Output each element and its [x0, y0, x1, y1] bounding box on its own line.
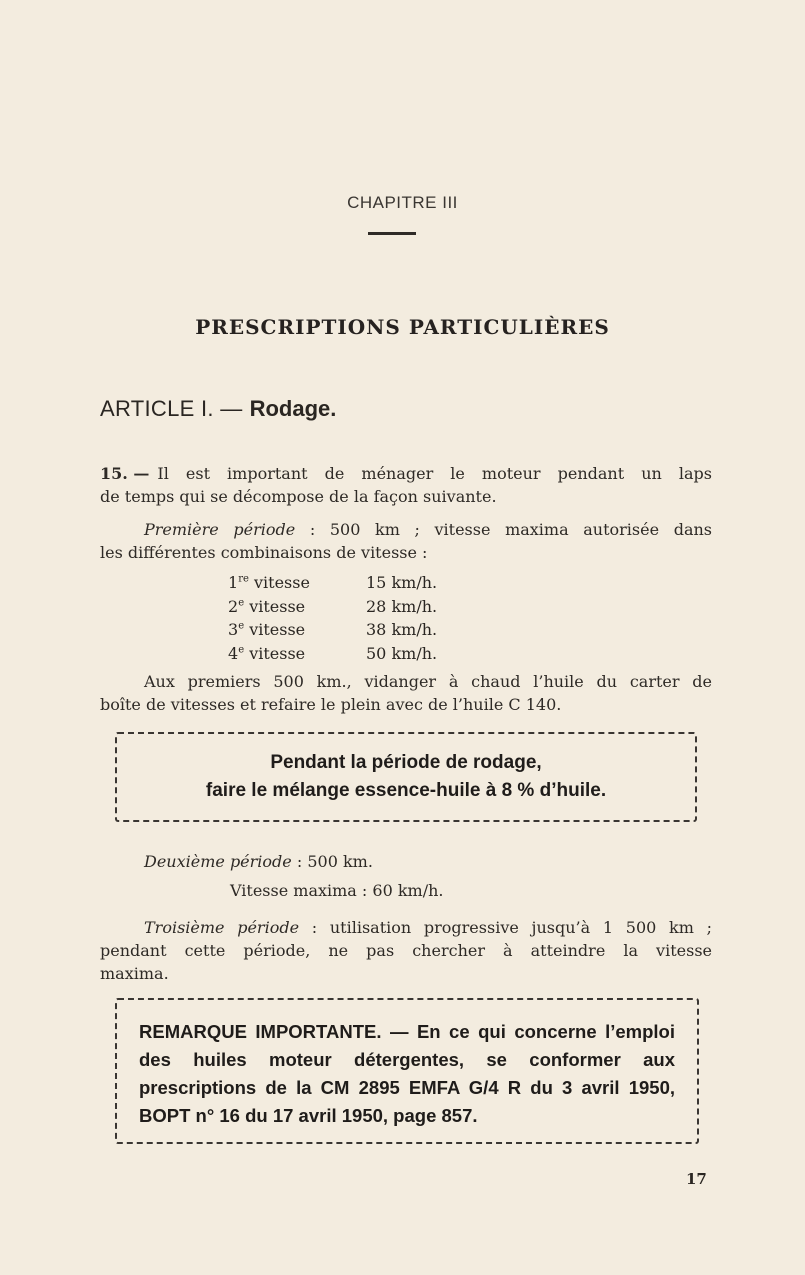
important-remark-box: [115, 998, 699, 1144]
speed-value: 15 km/h.: [366, 573, 438, 592]
period-1-line1: : 500 km ; vitesse maxima autorisée dans: [295, 520, 712, 539]
important-remark-text: REMARQUE IMPORTANTE. — En ce qui concerne l’emploi des huiles moteur détergentes, se conformer aux prescriptions de la CM 2895 EMFA G/4 R du 3 avril 1950, BOPT n° 16 du 17 avril 1950, page 857.: [139, 1021, 675, 1126]
page-title: PRESCRIPTIONS PARTICULIÈRES: [195, 315, 610, 339]
speed-table: [228, 571, 437, 665]
article-heading: [100, 396, 336, 422]
speed-row: 1re vitesse 15 km/h.: [228, 571, 437, 595]
period-1-line2: les différentes combinaisons de vitesse :: [100, 543, 428, 562]
period-3-line2: pendant cette période, ne pas chercher à atteindre la vitesse: [100, 941, 712, 960]
period-3-line1: : utilisation progressive jusqu’à 1 500 km ;: [299, 918, 712, 937]
period-2-speed: Vitesse maxima : 60 km/h.: [230, 881, 444, 900]
premiers-line1: Aux premiers 500 km., vidanger à chaud l’huile du carter de: [144, 672, 712, 691]
paragraph-number: 15. —: [100, 464, 150, 483]
chapter-divider: [368, 232, 416, 235]
speed-value: 50 km/h.: [366, 643, 438, 663]
premiers-paragraph: [100, 670, 712, 716]
premiers-line2: boîte de vitesses et refaire le plein avec de l’huile C 140.: [100, 695, 562, 714]
period-3-line3: maxima.: [100, 964, 169, 983]
speed-row: 4e vitesse 50 km/h.: [228, 642, 437, 666]
article-name: Rodage.: [249, 396, 337, 421]
period-1: [100, 518, 712, 564]
paragraph-15-line1: Il est important de ménager le moteur pendant un laps: [157, 464, 712, 483]
rodage-notice-box: [115, 732, 697, 822]
speed-value: 38 km/h.: [366, 620, 438, 639]
speed-value: 28 km/h.: [366, 596, 438, 616]
rodage-notice-line2: faire le mélange essence-huile à 8 % d’huile.: [205, 780, 607, 801]
rodage-notice-line1: Pendant la période de rodage,: [270, 752, 542, 773]
article-prefix: ARTICLE I. —: [100, 396, 243, 421]
page-number: 17: [686, 1170, 707, 1188]
speed-row: 2e vitesse 28 km/h.: [228, 595, 437, 619]
period-2: [100, 850, 712, 902]
period-3-label: Troisième période: [144, 918, 300, 937]
period-2-label: Deuxième période: [144, 852, 292, 871]
paragraph-15-line2: de temps qui se décompose de la façon suivante.: [100, 487, 497, 506]
period-1-label: Première période: [144, 520, 296, 539]
paragraph-15: [100, 462, 712, 508]
period-3: [100, 916, 712, 985]
chapter-heading: CHAPITRE III: [347, 193, 458, 212]
period-2-text: : 500 km.: [291, 852, 373, 871]
speed-row: 3e vitesse 38 km/h.: [228, 618, 437, 642]
